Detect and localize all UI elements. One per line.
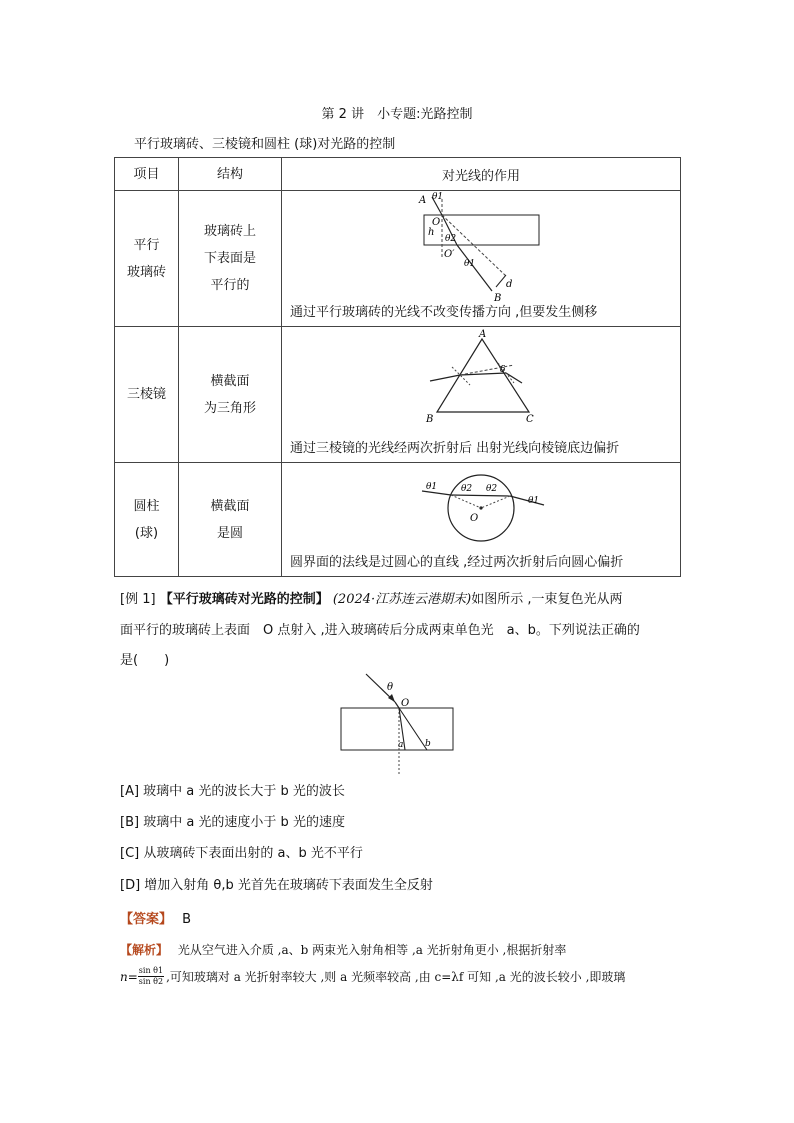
table-row [115, 463, 681, 577]
label-theta1: θ1 [432, 192, 444, 202]
effect-text: 圆界面的法线是过圆心的直线 ,经过两次折射后向圆心偏折 [290, 555, 624, 570]
table-header-row [115, 158, 681, 191]
row-effect-cell [282, 463, 681, 577]
option-a: [A] 玻璃中 a 光的波长大于 b 光的波长 [120, 784, 345, 799]
label-theta1-out: θ1 [464, 259, 476, 269]
effect-text: 通过平行玻璃砖的光线不改变传播方向 ,但要发生侧移 [290, 305, 598, 320]
refraction-formula [138, 966, 164, 987]
label-theta: θ [387, 682, 394, 693]
analysis-line-1: 【解析】 光从空气进入介质 ,a、b 两束光入射角相等 ,a 光折射角更小 ,根据折射率 [120, 943, 567, 957]
row-effect-cell [282, 327, 681, 463]
label-d: d [506, 279, 513, 290]
table-row [115, 191, 681, 327]
section-subtitle: 平行玻璃砖、三棱镜和圆柱 (球)对光路的控制 [134, 137, 396, 152]
analysis-line-2: n= $\frac{\text{sin θ1}}{\text{sin θ2}}$ ,可知玻璃对 a 光折射率较大 ,则 a 光频率较高 ,由 c=λf 可知 ,a 光的波长较小 ,即玻璃 [120, 966, 626, 986]
label-C: C [526, 414, 534, 425]
label-theta2: θ2 [461, 484, 473, 494]
answer-label: 【答案】 [120, 912, 173, 927]
label-A: A [419, 195, 427, 206]
answer-value: B [182, 912, 192, 927]
label-theta2b: θ2 [486, 484, 498, 494]
row-structure: 横截面 为三角形 [179, 327, 282, 463]
label-A: A [479, 329, 487, 340]
example-line-1: [例 1] 【平行玻璃砖对光路的控制】 (2024·江苏连云港期末)如图所示 ,一束复色光从两 [120, 592, 623, 607]
row-item: 圆柱 (球) [115, 463, 179, 577]
label-O: O [401, 698, 410, 709]
label-O: O [470, 513, 479, 524]
example-source: (2024·江苏连云港期末) [332, 592, 472, 607]
label-h: h [428, 227, 435, 238]
label-B: B [494, 293, 502, 304]
header-item: 项目 [115, 158, 179, 191]
label-O: O [432, 217, 441, 228]
formula-n: n= [120, 969, 138, 984]
row-item: 平行 玻璃砖 [115, 191, 179, 327]
page-title: 第 2 讲 小专题:光路控制 [321, 107, 473, 122]
label-B: B [426, 414, 434, 425]
label-b: b [425, 739, 431, 749]
example-line-3: 是( ) [120, 653, 170, 668]
row-item: 三棱镜 [115, 327, 179, 463]
label-theta1: θ1 [426, 482, 438, 492]
row-effect-cell [282, 191, 681, 327]
answer-line [120, 908, 191, 927]
label-delta: δ [500, 365, 506, 375]
example-diagram [335, 672, 465, 782]
example-tag: [例 1] [120, 592, 156, 607]
effect-text: 通过三棱镜的光线经两次折射后 出射光线向棱镜底边偏折 [290, 441, 620, 456]
header-structure: 结构 [179, 158, 282, 191]
row-structure: 玻璃砖上 下表面是 平行的 [179, 191, 282, 327]
label-O-prime: O′ [444, 249, 455, 260]
label-a: a [398, 740, 404, 750]
row-structure: 横截面 是圆 [179, 463, 282, 577]
formula-numerator: sin θ1 [138, 966, 164, 975]
example-line-2: 面平行的玻璃砖上表面 O 点射入 ,进入玻璃砖后分成两束单色光 a、b。下列说法正确的 [120, 623, 640, 638]
label-theta1b: θ1 [528, 496, 540, 506]
header-effect: 对光线的作用 [282, 158, 681, 191]
analysis-label: 【解析】 [120, 943, 169, 957]
option-b: [B] 玻璃中 a 光的速度小于 b 光的速度 [120, 815, 345, 830]
option-d: [D] 增加入射角 θ,b 光首先在玻璃砖下表面发生全反射 [120, 878, 433, 893]
example-topic: 【平行玻璃砖对光路的控制】 [159, 592, 329, 607]
formula-denominator: sin θ2 [138, 977, 164, 986]
option-c: [C] 从玻璃砖下表面出射的 a、b 光不平行 [120, 846, 363, 861]
light-path-table [114, 157, 681, 577]
table-row [115, 327, 681, 463]
label-theta2: θ2 [445, 234, 457, 244]
